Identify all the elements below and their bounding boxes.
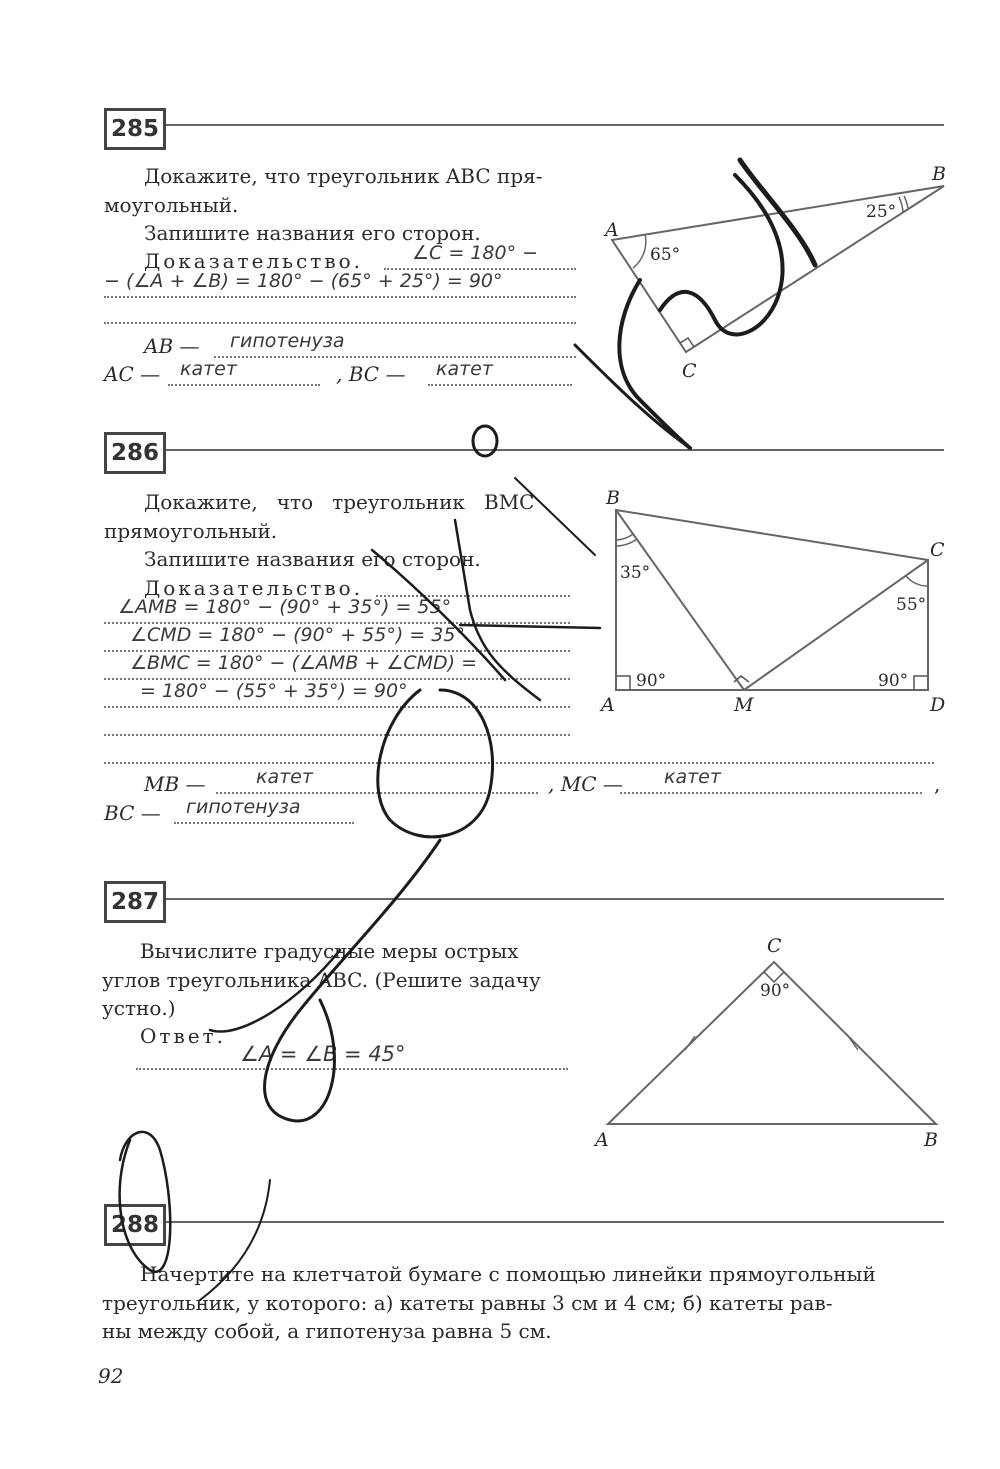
handwritten-answer: гипотенуза: [230, 330, 345, 352]
task-text-line: моугольный.: [104, 193, 239, 217]
task-number-text: 288: [110, 1212, 159, 1238]
punctuation: ,: [934, 772, 941, 796]
task-text-line: ны между собой, а гипотенуза равна 5 см.: [102, 1319, 552, 1343]
vertex-label-m: M: [734, 694, 754, 716]
handwritten-proof: ∠AMB = 180° − (90° + 35°) = 55°: [118, 596, 452, 618]
side-label: AB —: [144, 334, 200, 358]
task-text-line: Запишите названия его сторон.: [144, 221, 481, 245]
angle-label-c: 90°: [760, 981, 791, 1001]
task-text-line: Докажите, что треугольник BMC: [144, 490, 535, 514]
vertex-label-a: A: [605, 219, 619, 241]
angle-label-a: 65°: [650, 245, 681, 265]
vertex-label-b: B: [932, 163, 946, 185]
task-text-line: Докажите, что треугольник ABC пря-: [144, 164, 543, 188]
side-label: AC —: [104, 362, 161, 386]
task-number-text: 287: [110, 889, 159, 915]
task-text-line: Запишите названия его сторон.: [144, 547, 481, 571]
task-text-line: Начертите на клетчатой бумаге с помощью линейки прямоугольный: [140, 1262, 876, 1286]
angle-label-a: 90°: [636, 671, 667, 691]
page-number: 92: [98, 1364, 124, 1388]
handwritten-answer: ∠A = ∠B = 45°: [240, 1042, 406, 1066]
vertex-label-a: A: [601, 694, 615, 716]
task-text-line: прямоугольный.: [104, 519, 278, 543]
angle-label-d: 90°: [878, 671, 909, 691]
angle-label-b: 25°: [866, 202, 897, 222]
task-text-line: устно.): [102, 996, 176, 1020]
handwritten-proof: = 180° − (55° + 35°) = 90°: [140, 680, 408, 702]
side-label: , MC —: [548, 772, 623, 796]
vertex-label-b: B: [924, 1129, 938, 1151]
proof-label: Доказательство.: [144, 576, 363, 600]
answer-label: Ответ.: [140, 1024, 226, 1048]
side-label: MB —: [144, 772, 206, 796]
task-rule: [166, 1221, 944, 1223]
side-label: , BC —: [336, 362, 406, 386]
task-text-line: углов треугольника ABC. (Решите задачу: [102, 968, 541, 992]
handwritten-answer: гипотенуза: [186, 796, 301, 818]
angle-label-c: 55°: [896, 595, 927, 615]
task-text-line: Вычислите градусные меры острых: [140, 939, 519, 963]
task-text-line: треугольник, у которого: а) катеты равны 3 см и 4 см; б) катеты рав-: [102, 1291, 833, 1315]
task-number-text: 285: [110, 116, 159, 142]
handwritten-proof: ∠CMD = 180° − (90° + 55°) = 35°: [130, 624, 465, 646]
handwritten-answer: катет: [664, 766, 721, 788]
vertex-label-b: B: [606, 487, 620, 509]
handwritten-proof: − (∠A + ∠B) = 180° − (65° + 25°) = 90°: [104, 270, 503, 292]
handwritten-proof: ∠BMC = 180° − (∠AMB + ∠CMD) =: [130, 652, 478, 674]
handwritten-answer: катет: [180, 358, 237, 380]
vertex-label-d: D: [930, 694, 946, 716]
proof-label: Доказательство.: [144, 249, 363, 273]
task-number-288: [104, 1204, 166, 1246]
vertex-label-c: C: [930, 539, 945, 561]
handwritten-answer: катет: [436, 358, 493, 380]
vertex-label-c: C: [767, 935, 782, 957]
vertex-label-c: C: [682, 360, 697, 382]
angle-label-b: 35°: [620, 563, 651, 583]
side-label: BC —: [104, 801, 161, 825]
handwritten-proof: ∠C = 180° −: [412, 242, 539, 264]
task-number-text: 286: [110, 440, 159, 466]
vertex-label-a: A: [595, 1129, 609, 1151]
handwritten-answer: катет: [256, 766, 313, 788]
